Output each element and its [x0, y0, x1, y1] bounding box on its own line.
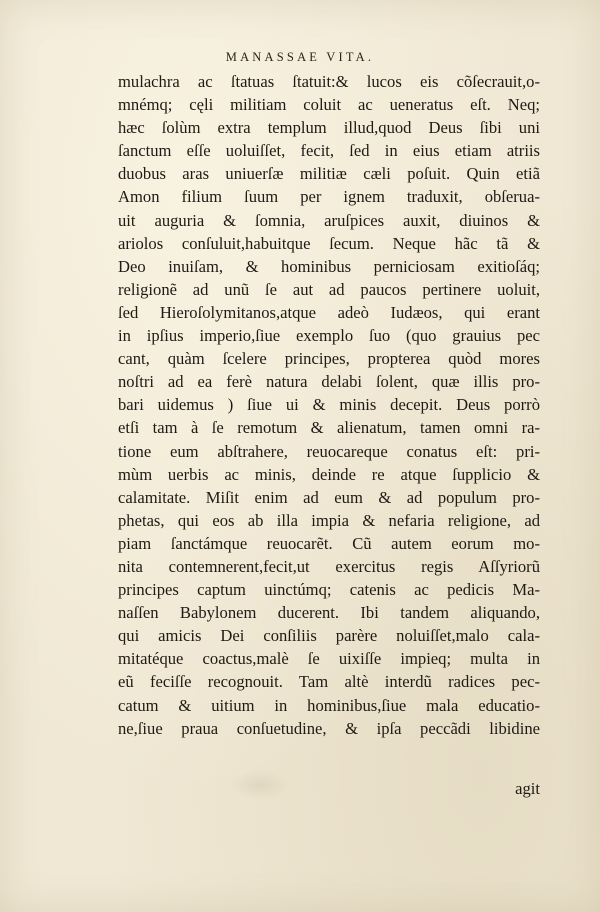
- text-line: tione eum abſtrahere, reuocareque conatus eſt: pri-: [118, 441, 540, 461]
- text-line: nita contemnerent,fecit,ut exercitus regis Aſſyriorũ: [118, 556, 540, 576]
- text-line: hæc ſolùm extra templum illud,quod Deus ſibi uni: [118, 118, 540, 138]
- text-line: mùm uerbis ac minis, deinde re atque ſupplicio &: [118, 464, 540, 484]
- text-line: duobus aras uniuerſæ militiæ cæli poſuit. Quin etiã: [118, 164, 540, 184]
- text-line: etſi tam à ſe remotum & alienatum, tamen omni ra-: [118, 418, 540, 438]
- text-line: phetas, qui eos ab illa impia & nefaria religione, ad: [118, 510, 540, 530]
- text-line: naſſen Babylonem ducerent. Ibi tandem aliquando,: [118, 603, 540, 623]
- text-line: principes captum uinctúmq; catenis ac pedicis Ma-: [118, 580, 540, 600]
- text-line: cant, quàm ſcelere principes, propterea quòd mores: [118, 349, 540, 369]
- text-line: mitatéque coactus,malè ſe uixiſſe impieq; multa in: [118, 649, 540, 669]
- text-line: calamitate. Miſit enim ad eum & ad populum pro-: [118, 487, 540, 507]
- text-line: uit auguria & ſomnia, aruſpices auxit, diuinos &: [118, 210, 540, 230]
- running-title: MANASSAE VITA.: [225, 50, 375, 64]
- text-line: catum & uitium in hominibus,ſiue mala educatio-: [118, 695, 540, 715]
- catchword: agit: [515, 779, 540, 798]
- ink-bleed-mark: [230, 770, 290, 800]
- text-line: eũ feciſſe recognouit. Tam altè interdũ radices pec-: [118, 672, 540, 692]
- text-line: piam ſanctámque reuocarẽt. Cũ autem eorum mo-: [118, 533, 540, 553]
- text-line: in ipſius imperio,ſiue exemplo ſuo (quo grauius pec: [118, 326, 540, 346]
- text-line: ſed Hieroſolymitanos,atque adeò Iudæos, qui erant: [118, 302, 540, 322]
- text-line: ne,ſiue praua conſuetudine, & ipſa peccãdi libidine: [118, 718, 540, 738]
- text-line: religionẽ ad unũ ſe aut ad paucos pertinere uoluit,: [118, 279, 540, 299]
- text-line: Deo inuiſam, & hominibus perniciosam exitioſáq;: [118, 256, 540, 276]
- text-line: ariolos conſuluit,habuitque ſecum. Neque hãc tã &: [118, 233, 540, 253]
- text-line: Amon filium ſuum per ignem traduxit, obſerua-: [118, 187, 540, 207]
- text-line: bari uidemus ) ſiue ui & minis decepit. Deus porrò: [118, 395, 540, 415]
- body-text: [118, 70, 540, 740]
- text-line: mnémq; cęli militiam coluit ac ueneratus eſt. Neq;: [118, 95, 540, 115]
- text-line: qui amicis Dei conſiliis parère noluiſſet,malo cala-: [118, 626, 540, 646]
- text-line: ſanctum eſſe uoluiſſet, fecit, ſed in eius etiam atriis: [118, 141, 540, 161]
- text-line: noſtri ad ea ferè natura delabi ſolent, quæ illis pro-: [118, 372, 540, 392]
- text-line: mulachra ac ſtatuas ſtatuit:& lucos eis cõſecrauit,o-: [118, 72, 540, 91]
